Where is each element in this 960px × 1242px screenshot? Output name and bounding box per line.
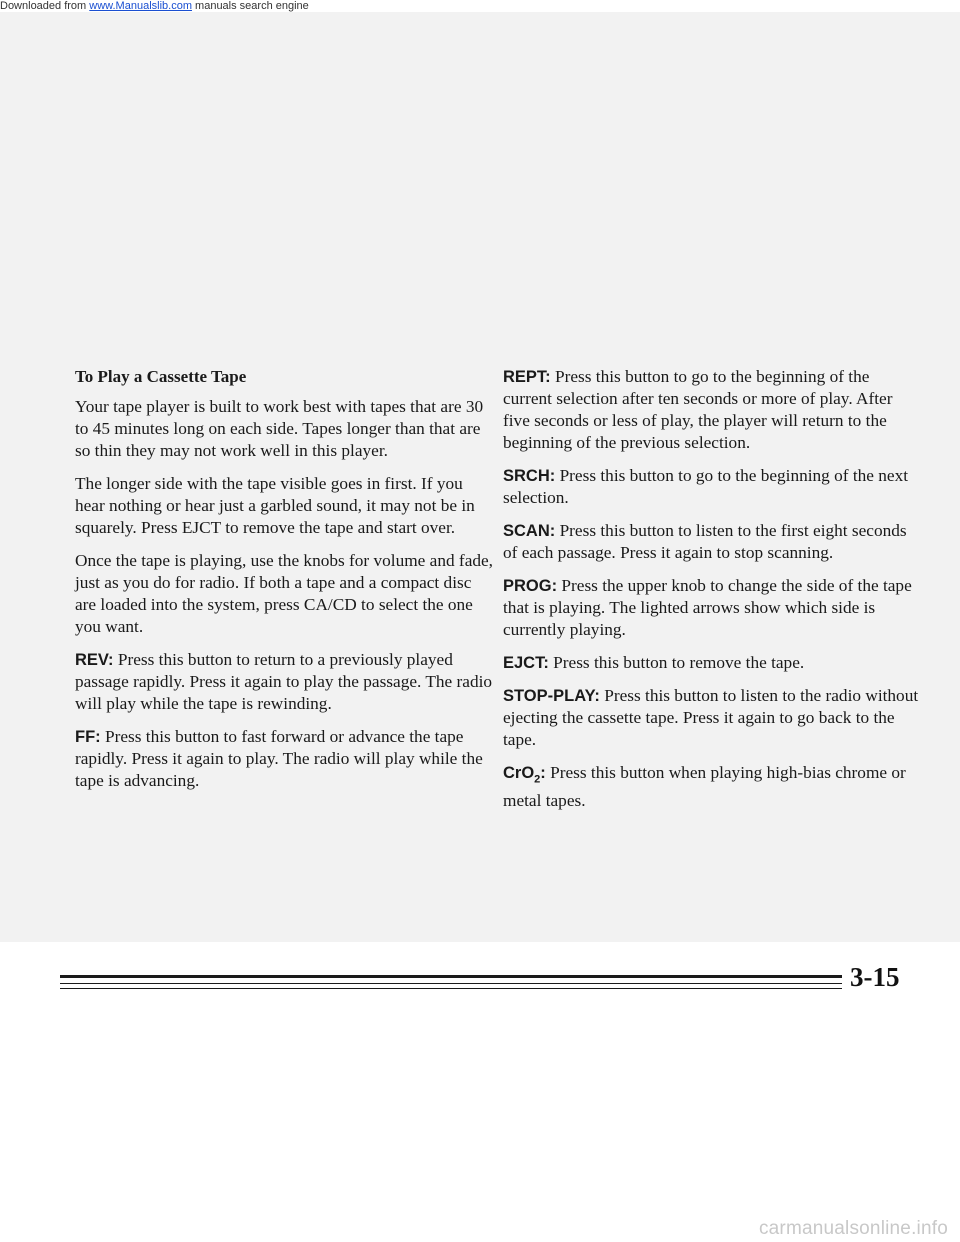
cro2-entry [503, 762, 921, 812]
stop-play-entry [503, 685, 921, 751]
page-number: 3-15 [850, 962, 900, 992]
scan-term: SCAN: [503, 522, 556, 540]
scan-entry [503, 520, 921, 564]
rept-entry [503, 366, 921, 454]
manualslib-link[interactable]: www.Manualslib.com [89, 0, 192, 12]
ejct-term: EJCT: [503, 654, 549, 672]
cro2-term-colon: : [540, 764, 546, 782]
rev-text: Press this button to return to a previously played passage rapidly. Press it again to play the passage. The radio will play while the tape is rewinding. [75, 650, 493, 713]
header-suffix: manuals search engine [191, 0, 309, 12]
paragraph-tape-playing: Once the tape is playing, use the knobs for volume and fade, just as you do for radio. If both a tape and a compact disc are loaded into the system, press CA/CD to select the one you want. [75, 551, 493, 636]
watermark-banner: carmanualsonline.info [758, 1218, 948, 1239]
prog-text: Press the upper knob to change the side of the tape that is playing. The lighted arrows show which side is currently playing. [503, 576, 912, 639]
footer-rule-thin [60, 988, 842, 989]
cro2-term-base: CrO [503, 764, 535, 782]
manual-page [0, 12, 960, 992]
rev-entry [75, 649, 495, 715]
right-column [503, 366, 921, 823]
rept-term: REPT: [503, 368, 551, 386]
ff-entry [75, 726, 495, 792]
ejct-entry [503, 652, 921, 674]
ejct-text: Press this button to remove the tape. [548, 653, 805, 672]
rept-text: Press this button to go to the beginning of the current selection after ten seconds or more of play. After five seconds or less of play, the player will return to the beginning of the previous selection. [503, 367, 893, 452]
srch-term: SRCH: [503, 467, 556, 485]
footer-rule-thin [60, 983, 842, 984]
stop-play-text: Press this button to listen to the radio without ejecting the cassette tape. Press it again to go back to the tape. [503, 686, 919, 749]
footer-rule-thick [60, 975, 842, 978]
scan-text: Press this button to listen to the first eight seconds of each passage. Press it again to stop scanning. [503, 521, 907, 562]
paragraph-tape-insert: The longer side with the tape visible goes in first. If you hear nothing or hear just a garbled sound, it may not be in squarely. Press EJCT to remove the tape and start over. [75, 474, 475, 537]
prog-entry [503, 575, 921, 641]
ff-term: FF: [75, 728, 101, 746]
header-prefix: Downloaded from [0, 0, 90, 12]
cro2-text: Press this button when playing high-bias chrome or metal tapes. [503, 763, 906, 811]
section-heading: To Play a Cassette Tape [75, 367, 247, 386]
srch-entry [503, 465, 921, 509]
cro2-term-subscript: 2 [534, 773, 541, 786]
paragraph-tape-length: Your tape player is built to work best with tapes that are 30 to 45 minutes long on each side. Tapes longer than that are so thin they may not work well in this player. [75, 397, 484, 460]
prog-term: PROG: [503, 577, 558, 595]
rev-term: REV: [75, 651, 114, 669]
download-header [0, 0, 960, 12]
stop-play-term: STOP-PLAY: [503, 687, 600, 705]
ff-text: Press this button to fast forward or advance the tape rapidly. Press it again to play. The radio will play while the tape is advancing. [75, 727, 483, 790]
cro2-term [503, 764, 546, 786]
srch-text: Press this button to go to the beginning of the next selection. [503, 466, 909, 507]
left-column [75, 366, 495, 803]
